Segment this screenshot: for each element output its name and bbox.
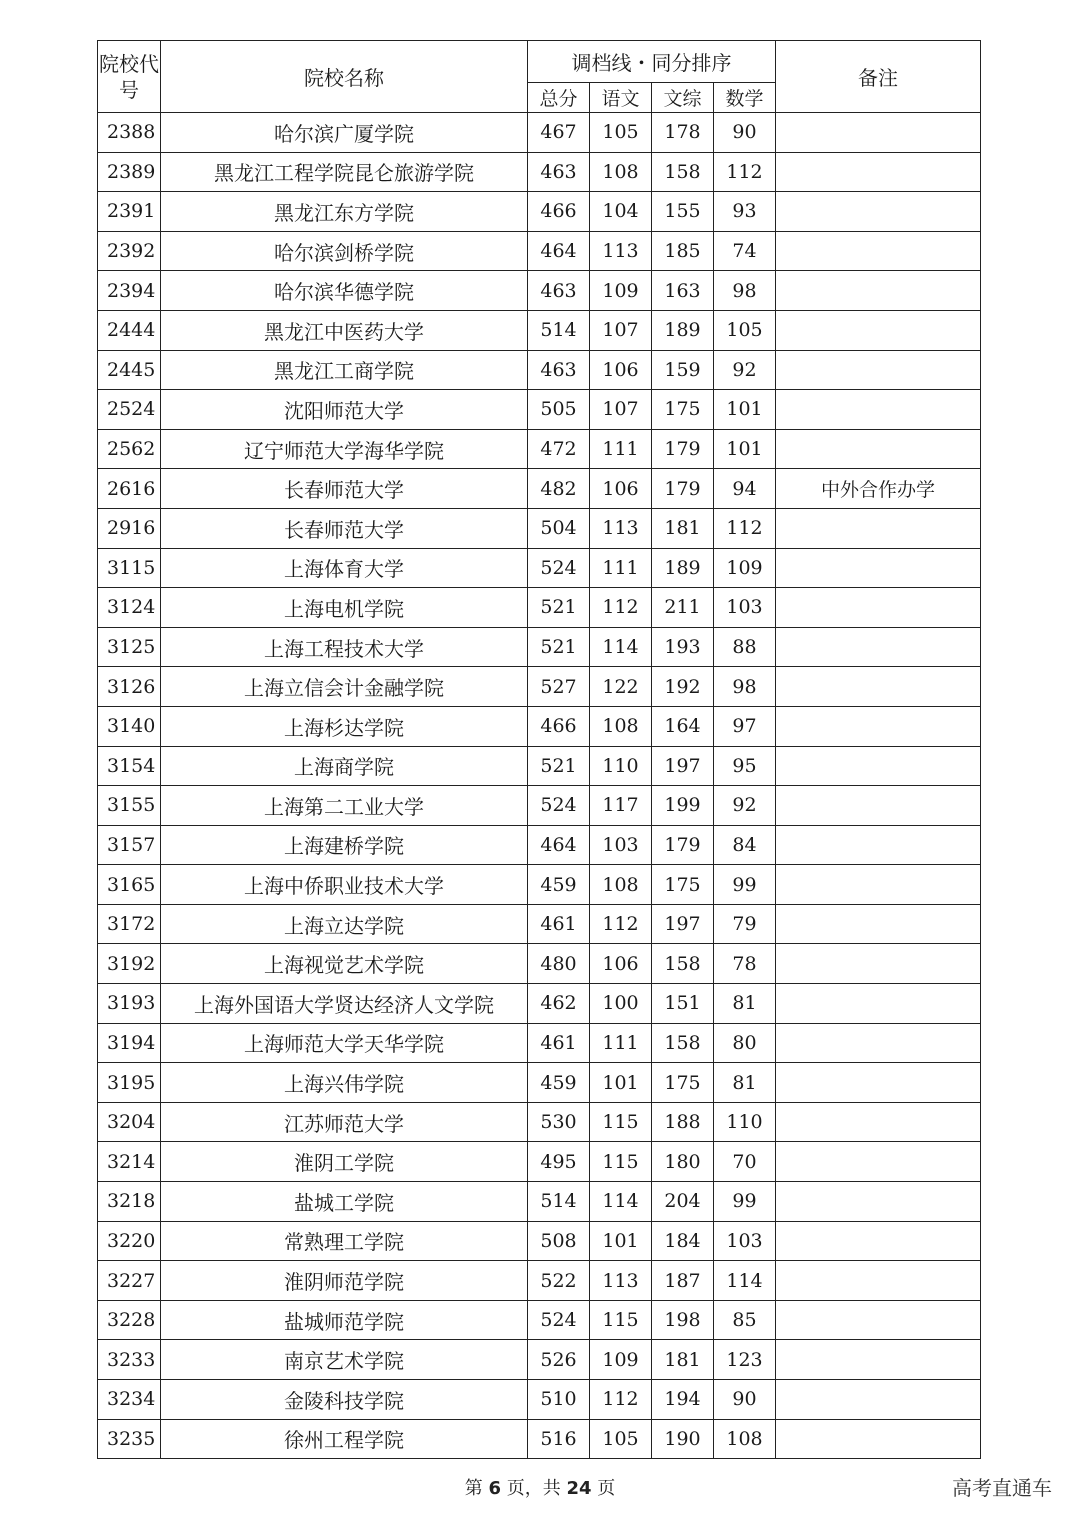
math-score-cell: 88 (714, 627, 776, 667)
name-cell: 江苏师范大学 (161, 1102, 528, 1142)
math-score-cell: 112 (714, 152, 776, 192)
comprehensive-score-cell: 193 (652, 627, 714, 667)
math-score-cell: 90 (714, 113, 776, 153)
name-cell: 黑龙江中医药大学 (161, 310, 528, 350)
note-cell (776, 706, 981, 746)
note-cell (776, 271, 981, 311)
total-score-cell: 463 (528, 350, 590, 390)
total-score-cell: 464 (528, 825, 590, 865)
comprehensive-score-cell: 197 (652, 746, 714, 786)
chinese-score-cell: 105 (590, 113, 652, 153)
math-score-cell: 99 (714, 865, 776, 905)
total-score-cell: 505 (528, 390, 590, 430)
total-score-cell: 514 (528, 310, 590, 350)
code-cell: 3228 (98, 1300, 161, 1340)
code-cell: 3192 (98, 944, 161, 984)
note-cell (776, 390, 981, 430)
chinese-score-cell: 115 (590, 1142, 652, 1182)
comprehensive-score-cell: 155 (652, 192, 714, 232)
name-cell: 上海外国语大学贤达经济人文学院 (161, 984, 528, 1024)
name-cell: 哈尔滨广厦学院 (161, 113, 528, 153)
name-cell: 上海建桥学院 (161, 825, 528, 865)
math-score-cell: 98 (714, 667, 776, 707)
table-row (98, 706, 981, 746)
table-row (98, 825, 981, 865)
code-cell: 3214 (98, 1142, 161, 1182)
note-cell (776, 429, 981, 469)
math-score-cell: 101 (714, 390, 776, 430)
total-score-cell: 467 (528, 113, 590, 153)
chinese-score-cell: 117 (590, 786, 652, 826)
table-row (98, 1102, 981, 1142)
footer-total-pages: 24 (566, 1478, 592, 1499)
table-row (98, 192, 981, 232)
math-score-cell: 74 (714, 231, 776, 271)
chinese-score-cell: 106 (590, 944, 652, 984)
page-footer (0, 1474, 1080, 1500)
table-row (98, 1221, 981, 1261)
name-cell: 淮阴工学院 (161, 1142, 528, 1182)
note-cell (776, 508, 981, 548)
table-row (98, 904, 981, 944)
note-cell (776, 865, 981, 905)
code-cell: 3233 (98, 1340, 161, 1380)
name-cell: 盐城师范学院 (161, 1300, 528, 1340)
chinese-score-cell: 112 (590, 1380, 652, 1420)
admission-score-table (97, 40, 981, 1459)
code-cell: 2394 (98, 271, 161, 311)
source-credit: 高考直通车 (952, 1476, 1052, 1500)
header-chinese: 语文 (590, 83, 652, 113)
math-score-cell: 99 (714, 1182, 776, 1222)
table-row (98, 231, 981, 271)
table-row (98, 1023, 981, 1063)
table-row (98, 588, 981, 628)
total-score-cell: 530 (528, 1102, 590, 1142)
code-cell: 2444 (98, 310, 161, 350)
code-cell: 3193 (98, 984, 161, 1024)
total-score-cell: 482 (528, 469, 590, 509)
name-cell: 上海电机学院 (161, 588, 528, 628)
name-cell: 辽宁师范大学海华学院 (161, 429, 528, 469)
chinese-score-cell: 111 (590, 1023, 652, 1063)
total-score-cell: 461 (528, 904, 590, 944)
math-score-cell: 103 (714, 1221, 776, 1261)
total-score-cell: 459 (528, 1063, 590, 1103)
code-cell: 3140 (98, 706, 161, 746)
chinese-score-cell: 112 (590, 904, 652, 944)
note-cell (776, 667, 981, 707)
header-total: 总分 (528, 83, 590, 113)
footer-page-number: 6 (488, 1478, 501, 1499)
table-row (98, 1182, 981, 1222)
math-score-cell: 108 (714, 1419, 776, 1459)
note-cell (776, 627, 981, 667)
chinese-score-cell: 122 (590, 667, 652, 707)
name-cell: 上海杉达学院 (161, 706, 528, 746)
math-score-cell: 92 (714, 350, 776, 390)
comprehensive-score-cell: 178 (652, 113, 714, 153)
name-cell: 淮阴师范学院 (161, 1261, 528, 1301)
comprehensive-score-cell: 158 (652, 944, 714, 984)
comprehensive-score-cell: 179 (652, 429, 714, 469)
footer-suffix: 页 (597, 1478, 616, 1499)
math-score-cell: 90 (714, 1380, 776, 1420)
comprehensive-score-cell: 185 (652, 231, 714, 271)
chinese-score-cell: 107 (590, 310, 652, 350)
header-math: 数学 (714, 83, 776, 113)
name-cell: 黑龙江东方学院 (161, 192, 528, 232)
name-cell: 上海工程技术大学 (161, 627, 528, 667)
name-cell: 常熟理工学院 (161, 1221, 528, 1261)
header-school-name: 院校名称 (161, 41, 528, 113)
comprehensive-score-cell: 163 (652, 271, 714, 311)
comprehensive-score-cell: 197 (652, 904, 714, 944)
code-cell: 3172 (98, 904, 161, 944)
comprehensive-score-cell: 151 (652, 984, 714, 1024)
total-score-cell: 526 (528, 1340, 590, 1380)
note-cell (776, 1023, 981, 1063)
math-score-cell: 101 (714, 429, 776, 469)
chinese-score-cell: 108 (590, 865, 652, 905)
code-cell: 3204 (98, 1102, 161, 1142)
code-cell: 3220 (98, 1221, 161, 1261)
code-cell: 3235 (98, 1419, 161, 1459)
name-cell: 金陵科技学院 (161, 1380, 528, 1420)
chinese-score-cell: 108 (590, 152, 652, 192)
chinese-score-cell: 106 (590, 469, 652, 509)
math-score-cell: 123 (714, 1340, 776, 1380)
comprehensive-score-cell: 179 (652, 825, 714, 865)
note-cell (776, 1063, 981, 1103)
total-score-cell: 510 (528, 1380, 590, 1420)
note-cell (776, 192, 981, 232)
comprehensive-score-cell: 180 (652, 1142, 714, 1182)
note-cell (776, 1300, 981, 1340)
comprehensive-score-cell: 189 (652, 310, 714, 350)
code-cell: 3124 (98, 588, 161, 628)
math-score-cell: 81 (714, 984, 776, 1024)
code-cell: 3165 (98, 865, 161, 905)
table-row (98, 350, 981, 390)
comprehensive-score-cell: 179 (652, 469, 714, 509)
comprehensive-score-cell: 204 (652, 1182, 714, 1222)
comprehensive-score-cell: 181 (652, 508, 714, 548)
comprehensive-score-cell: 181 (652, 1340, 714, 1380)
comprehensive-score-cell: 211 (652, 588, 714, 628)
name-cell: 哈尔滨剑桥学院 (161, 231, 528, 271)
total-score-cell: 463 (528, 271, 590, 311)
total-score-cell: 462 (528, 984, 590, 1024)
comprehensive-score-cell: 188 (652, 1102, 714, 1142)
chinese-score-cell: 104 (590, 192, 652, 232)
note-cell (776, 231, 981, 271)
chinese-score-cell: 108 (590, 706, 652, 746)
code-cell: 3194 (98, 1023, 161, 1063)
math-score-cell: 81 (714, 1063, 776, 1103)
math-score-cell: 103 (714, 588, 776, 628)
chinese-score-cell: 111 (590, 429, 652, 469)
total-score-cell: 495 (528, 1142, 590, 1182)
comprehensive-score-cell: 189 (652, 548, 714, 588)
math-score-cell: 84 (714, 825, 776, 865)
math-score-cell: 79 (714, 904, 776, 944)
table-row (98, 271, 981, 311)
header-school-code: 院校代号 (98, 41, 161, 113)
chinese-score-cell: 115 (590, 1102, 652, 1142)
chinese-score-cell: 109 (590, 271, 652, 311)
name-cell: 上海立信会计金融学院 (161, 667, 528, 707)
total-score-cell: 514 (528, 1182, 590, 1222)
table-row (98, 152, 981, 192)
table-row (98, 627, 981, 667)
table-row (98, 113, 981, 153)
table-row (98, 1063, 981, 1103)
math-score-cell: 80 (714, 1023, 776, 1063)
comprehensive-score-cell: 198 (652, 1300, 714, 1340)
name-cell: 盐城工学院 (161, 1182, 528, 1222)
note-cell (776, 113, 981, 153)
chinese-score-cell: 115 (590, 1300, 652, 1340)
table-row (98, 469, 981, 509)
math-score-cell: 70 (714, 1142, 776, 1182)
math-score-cell: 114 (714, 1261, 776, 1301)
comprehensive-score-cell: 175 (652, 865, 714, 905)
code-cell: 2616 (98, 469, 161, 509)
total-score-cell: 463 (528, 152, 590, 192)
math-score-cell: 112 (714, 508, 776, 548)
note-cell (776, 1419, 981, 1459)
note-cell (776, 1380, 981, 1420)
chinese-score-cell: 112 (590, 588, 652, 628)
table-body (98, 113, 981, 1459)
code-cell: 2562 (98, 429, 161, 469)
chinese-score-cell: 114 (590, 1182, 652, 1222)
note-cell (776, 984, 981, 1024)
total-score-cell: 522 (528, 1261, 590, 1301)
comprehensive-score-cell: 194 (652, 1380, 714, 1420)
total-score-cell: 508 (528, 1221, 590, 1261)
header-note: 备注 (776, 41, 981, 113)
code-cell: 3157 (98, 825, 161, 865)
table-row (98, 786, 981, 826)
chinese-score-cell: 113 (590, 508, 652, 548)
total-score-cell: 516 (528, 1419, 590, 1459)
total-score-cell: 524 (528, 786, 590, 826)
comprehensive-score-cell: 159 (652, 350, 714, 390)
table-row (98, 508, 981, 548)
name-cell: 徐州工程学院 (161, 1419, 528, 1459)
code-cell: 3218 (98, 1182, 161, 1222)
name-cell: 长春师范大学 (161, 508, 528, 548)
table-row (98, 1380, 981, 1420)
name-cell: 黑龙江工商学院 (161, 350, 528, 390)
header-comprehensive: 文综 (652, 83, 714, 113)
chinese-score-cell: 110 (590, 746, 652, 786)
note-cell (776, 825, 981, 865)
code-cell: 3154 (98, 746, 161, 786)
chinese-score-cell: 105 (590, 1419, 652, 1459)
note-cell (776, 1340, 981, 1380)
table-row (98, 984, 981, 1024)
total-score-cell: 521 (528, 588, 590, 628)
table-row (98, 1142, 981, 1182)
name-cell: 上海兴伟学院 (161, 1063, 528, 1103)
math-score-cell: 85 (714, 1300, 776, 1340)
total-score-cell: 524 (528, 1300, 590, 1340)
name-cell: 沈阳师范大学 (161, 390, 528, 430)
comprehensive-score-cell: 199 (652, 786, 714, 826)
name-cell: 上海师范大学天华学院 (161, 1023, 528, 1063)
total-score-cell: 521 (528, 627, 590, 667)
name-cell: 黑龙江工程学院昆仑旅游学院 (161, 152, 528, 192)
table-row (98, 1261, 981, 1301)
code-cell: 2445 (98, 350, 161, 390)
note-cell (776, 1261, 981, 1301)
code-cell: 2524 (98, 390, 161, 430)
table-row (98, 1419, 981, 1459)
chinese-score-cell: 111 (590, 548, 652, 588)
note-cell (776, 1142, 981, 1182)
math-score-cell: 110 (714, 1102, 776, 1142)
total-score-cell: 461 (528, 1023, 590, 1063)
name-cell: 上海立达学院 (161, 904, 528, 944)
code-cell: 3155 (98, 786, 161, 826)
code-cell: 2392 (98, 231, 161, 271)
comprehensive-score-cell: 158 (652, 152, 714, 192)
code-cell: 3126 (98, 667, 161, 707)
code-cell: 2391 (98, 192, 161, 232)
table-row (98, 667, 981, 707)
comprehensive-score-cell: 187 (652, 1261, 714, 1301)
code-cell: 2389 (98, 152, 161, 192)
chinese-score-cell: 113 (590, 1261, 652, 1301)
note-cell (776, 1102, 981, 1142)
total-score-cell: 466 (528, 192, 590, 232)
note-cell (776, 746, 981, 786)
chinese-score-cell: 113 (590, 231, 652, 271)
total-score-cell: 459 (528, 865, 590, 905)
chinese-score-cell: 101 (590, 1063, 652, 1103)
code-cell: 3195 (98, 1063, 161, 1103)
note-cell: 中外合作办学 (776, 469, 981, 509)
chinese-score-cell: 100 (590, 984, 652, 1024)
total-score-cell: 527 (528, 667, 590, 707)
table-row (98, 865, 981, 905)
math-score-cell: 105 (714, 310, 776, 350)
math-score-cell: 93 (714, 192, 776, 232)
total-score-cell: 521 (528, 746, 590, 786)
table-row (98, 429, 981, 469)
table-row (98, 548, 981, 588)
name-cell: 上海中侨职业技术大学 (161, 865, 528, 905)
table-row (98, 746, 981, 786)
code-cell: 2388 (98, 113, 161, 153)
math-score-cell: 95 (714, 746, 776, 786)
footer-prefix: 第 (464, 1478, 483, 1499)
table-row (98, 310, 981, 350)
name-cell: 上海视觉艺术学院 (161, 944, 528, 984)
comprehensive-score-cell: 184 (652, 1221, 714, 1261)
math-score-cell: 78 (714, 944, 776, 984)
comprehensive-score-cell: 192 (652, 667, 714, 707)
total-score-cell: 472 (528, 429, 590, 469)
code-cell: 3234 (98, 1380, 161, 1420)
table-row (98, 944, 981, 984)
table-row (98, 390, 981, 430)
chinese-score-cell: 103 (590, 825, 652, 865)
total-score-cell: 480 (528, 944, 590, 984)
total-score-cell: 524 (528, 548, 590, 588)
header-score-group: 调档线・同分排序 (528, 41, 776, 83)
comprehensive-score-cell: 164 (652, 706, 714, 746)
note-cell (776, 1182, 981, 1222)
note-cell (776, 786, 981, 826)
table-row (98, 1300, 981, 1340)
note-cell (776, 1221, 981, 1261)
comprehensive-score-cell: 175 (652, 1063, 714, 1103)
total-score-cell: 466 (528, 706, 590, 746)
table-row (98, 1340, 981, 1380)
chinese-score-cell: 101 (590, 1221, 652, 1261)
name-cell: 南京艺术学院 (161, 1340, 528, 1380)
code-cell: 2916 (98, 508, 161, 548)
chinese-score-cell: 109 (590, 1340, 652, 1380)
footer-middle: 页，共 (506, 1478, 561, 1499)
note-cell (776, 588, 981, 628)
name-cell: 长春师范大学 (161, 469, 528, 509)
total-score-cell: 464 (528, 231, 590, 271)
name-cell: 上海第二工业大学 (161, 786, 528, 826)
note-cell (776, 548, 981, 588)
code-cell: 3227 (98, 1261, 161, 1301)
code-cell: 3125 (98, 627, 161, 667)
math-score-cell: 94 (714, 469, 776, 509)
note-cell (776, 904, 981, 944)
comprehensive-score-cell: 175 (652, 390, 714, 430)
chinese-score-cell: 107 (590, 390, 652, 430)
math-score-cell: 97 (714, 706, 776, 746)
note-cell (776, 152, 981, 192)
chinese-score-cell: 106 (590, 350, 652, 390)
name-cell: 上海体育大学 (161, 548, 528, 588)
note-cell (776, 350, 981, 390)
note-cell (776, 944, 981, 984)
comprehensive-score-cell: 190 (652, 1419, 714, 1459)
total-score-cell: 504 (528, 508, 590, 548)
code-cell: 3115 (98, 548, 161, 588)
note-cell (776, 310, 981, 350)
math-score-cell: 98 (714, 271, 776, 311)
chinese-score-cell: 114 (590, 627, 652, 667)
name-cell: 上海商学院 (161, 746, 528, 786)
name-cell: 哈尔滨华德学院 (161, 271, 528, 311)
math-score-cell: 92 (714, 786, 776, 826)
comprehensive-score-cell: 158 (652, 1023, 714, 1063)
math-score-cell: 109 (714, 548, 776, 588)
